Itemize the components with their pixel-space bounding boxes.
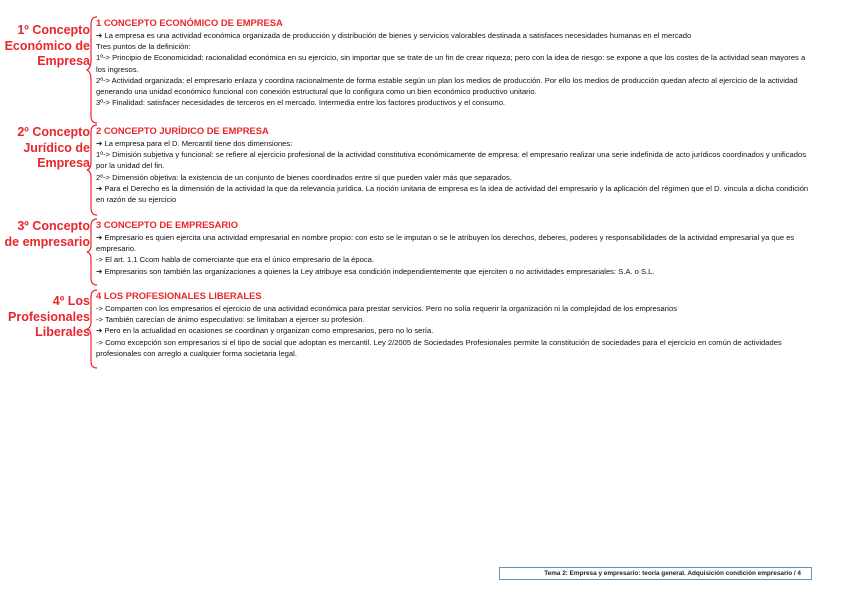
content-line: ➔ La empresa para el D. Mercantil tiene dos dimensiones: (96, 139, 293, 148)
content-line: 2º-> Dimensión objetiva: la existencia de un conjunto de bienes coordinados entre sí que pueden valer más que separados. (96, 172, 512, 182)
section-label: 1º Concepto Económico de Empresa (4, 23, 90, 68)
section-label: 2º Concepto Jurídico de Empresa (17, 125, 90, 170)
section-content (96, 17, 812, 108)
section-title: 4 LOS PROFESIONALES LIBERALES (96, 290, 262, 301)
content-line: -> El art. 1.1 Ccom habla de comerciante que era el único empresario de la época. (96, 255, 374, 265)
section-content (96, 125, 812, 205)
section-title: 3 CONCEPTO DE EMPRESARIO (96, 219, 239, 230)
content-line: Tres puntos de la definición: (96, 42, 191, 52)
content-line: -> También carecían de ánimo especulativo: se limitaban a ejercer su profesión. (96, 315, 365, 325)
section-content (96, 290, 812, 359)
section-title: 2 CONCEPTO JURÍDICO DE EMPRESA (96, 125, 269, 136)
content-line: ➔ La empresa es una actividad económica organizada de producción y distribución de bienes y servicios valorables destinada a satisfaces necesidades humanas en el mercado (96, 31, 692, 40)
section-label: 3º Concepto de empresario (4, 219, 90, 249)
content-line: -> Comparten con los empresarios el ejercicio de una actividad económica para prestar servicios. Pero no solía requerir la organización ni la complejidad de los empresarios (96, 304, 677, 313)
page-footer: Tema 2: Empresa y empresario: teoría general. Adquisición condición empresario / 4 (499, 567, 812, 580)
content-line: 1º-> Principio de Economicidad: racionalidad económica en su ejercicio, sin importar que se trate de un fin de crear riqueza; pero con la idea de riesgo: se expone a que los costes de la actividad sean mayores a los ingresos. (96, 53, 806, 74)
section-label: 4º Los Profesionales Liberales (8, 294, 90, 339)
content-line: ➔ Para el Derecho es la dimensión de la actividad la que da relevancia jurídica. La noción unitaria de empresa es la idea de actividad del empresario y la aplicación del régimen que el D. vincula a dicha condición en razón de su ejercicio (96, 183, 809, 205)
section-content (96, 219, 812, 277)
content-line: 2º-> Actividad organizada: el empresario enlaza y coordina racionalmente de forma estable según un plan los medios de producción. Por ello los medios de producción quedan afecto al ejercicio de la actividad generando una unidad económico funcional con conexión estructural que lo configura como un bien económico productivo unitario. (96, 75, 798, 97)
content-line: 1º-> Dimisión subjetiva y funcional: se refiere al ejercicio profesional de la actividad constitutiva económicamente de empresa: el empresario realizar una serie indefinida de acto jurídicos coordinados y unificados por la unidad del fin. (96, 150, 806, 171)
content-line: 3º-> Finalidad: satisfacer necesidades de terceros en el mercado. Intermedia entre los factores productivos y el consumo. (96, 98, 506, 108)
content-line: ➔ Empresarios son también las organizaciones a quienes la Ley atribuye esa condición independientemente que ejerciten o no actividades empresariales: S.A. o S.L. (96, 266, 655, 276)
content-line: -> Como excepción son empresarios si el tipo de social que adoptan es mercantil. Ley 2/2005 de Sociedades Profesionales permite la constitución de sociedades para el ejercicio en común de actividades profesionales con arreglo a cualquier forma societaria legal. (96, 337, 782, 358)
section-title: 1 CONCEPTO ECONÓMICO DE EMPRESA (96, 17, 283, 28)
content-line: ➔ Pero en la actualidad en ocasiones se coordinan y organizan como empresarios, pero no lo sería. (96, 326, 434, 336)
content-line: ➔ Empresario es quien ejercita una actividad empresarial en nombre propio: con esto se le imputan o se le atribuyen los derechos, deberes, poderes y responsabilidades de la actividad empresarial ya que es empresario. (96, 233, 795, 254)
